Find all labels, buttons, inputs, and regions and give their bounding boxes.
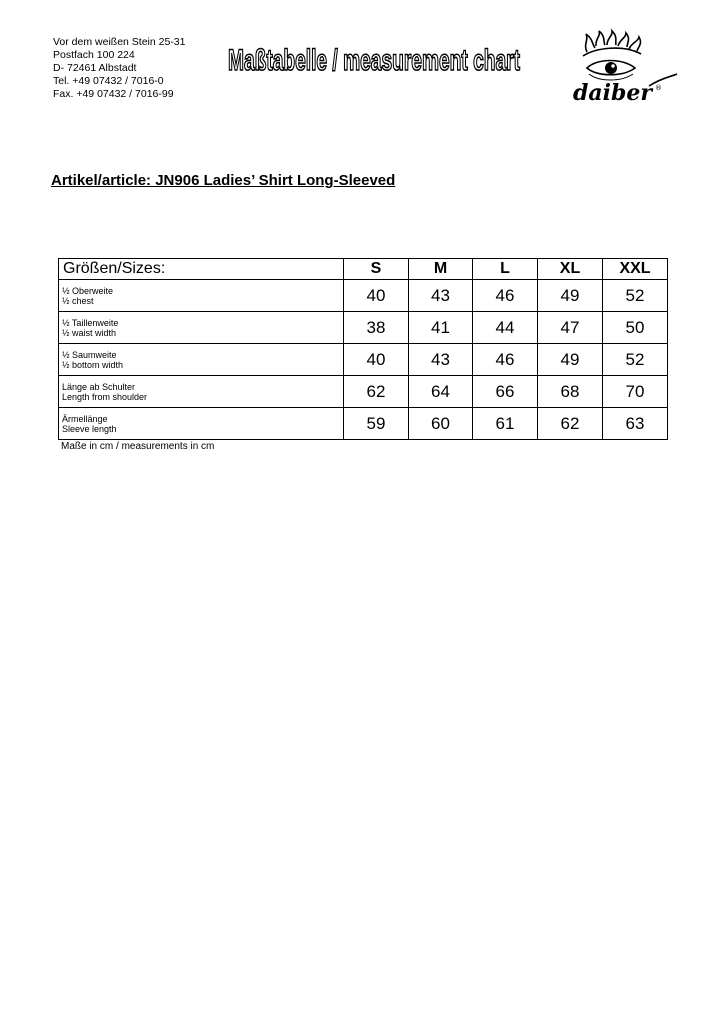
logo-wordmark: daiber <box>573 80 652 106</box>
row-label <box>59 408 344 440</box>
address-line: Vor dem weißen Stein 25-31 <box>53 36 186 48</box>
table-cell: 59 <box>344 408 409 440</box>
row-label-en: ½ bottom width <box>62 359 124 370</box>
size-header: M <box>409 259 473 280</box>
table-cell: 49 <box>538 280 603 312</box>
table-row <box>59 344 668 376</box>
table-row <box>59 312 668 344</box>
address-line: Postfach 100 224 <box>53 49 135 61</box>
table-cell: 49 <box>538 344 603 376</box>
table-header-row <box>59 259 668 280</box>
company-address <box>53 36 186 101</box>
table-cell: 43 <box>409 280 473 312</box>
units-footnote: Maße in cm / measurements in cm <box>61 441 215 452</box>
table-cell: 38 <box>344 312 409 344</box>
size-header: S <box>344 259 409 280</box>
document-title-graphic <box>226 34 522 80</box>
row-label-en: Sleeve length <box>62 423 117 434</box>
address-line: D- 72461 Albstadt <box>53 62 137 74</box>
row-label <box>59 376 344 408</box>
row-label-en: ½ chest <box>62 295 94 306</box>
size-header: L <box>473 259 538 280</box>
row-label-de: Länge ab Schulter <box>62 381 136 392</box>
article-heading: Artikel/article: JN906 Ladies’ Shirt Long-Sleeved <box>51 172 396 189</box>
registered-mark: ® <box>655 84 662 92</box>
table-cell: 52 <box>603 280 668 312</box>
table-cell: 68 <box>538 376 603 408</box>
address-line: Fax. +49 07432 / 7016-99 <box>53 88 174 100</box>
table-cell: 50 <box>603 312 668 344</box>
row-label-de: ½ Oberweite <box>62 285 114 296</box>
table-cell: 66 <box>473 376 538 408</box>
table-row <box>59 408 668 440</box>
table-cell: 40 <box>344 344 409 376</box>
daiber-logo <box>565 30 680 110</box>
table-cell: 62 <box>344 376 409 408</box>
document-title-text: Maßtabelle / measurement chart <box>228 44 521 77</box>
row-label-de: ½ Taillenweite <box>62 317 119 328</box>
row-label-de: ½ Saumweite <box>62 349 117 360</box>
flame-crown-icon <box>583 31 641 56</box>
row-label-en: Length from shoulder <box>62 391 148 402</box>
row-label <box>59 344 344 376</box>
table-cell: 47 <box>538 312 603 344</box>
row-label <box>59 280 344 312</box>
eye-icon <box>587 61 635 81</box>
row-label <box>59 312 344 344</box>
table-cell: 62 <box>538 408 603 440</box>
table-cell: 44 <box>473 312 538 344</box>
table-cell: 61 <box>473 408 538 440</box>
table-cell: 52 <box>603 344 668 376</box>
table-cell: 64 <box>409 376 473 408</box>
document-title <box>226 34 522 80</box>
table-cell: 43 <box>409 344 473 376</box>
table-cell: 60 <box>409 408 473 440</box>
table-cell: 70 <box>603 376 668 408</box>
row-label-de: Ärmellänge <box>62 413 108 424</box>
address-line: Tel. +49 07432 / 7016-0 <box>53 75 164 87</box>
row-label-en: ½ waist width <box>62 327 117 338</box>
table-cell: 46 <box>473 344 538 376</box>
table-cell: 46 <box>473 280 538 312</box>
table-cell: 40 <box>344 280 409 312</box>
table-cell: 63 <box>603 408 668 440</box>
logo-swash <box>649 74 677 86</box>
sizes-header-label: Größen/Sizes: <box>59 259 344 280</box>
table-row <box>59 280 668 312</box>
table-cell: 41 <box>409 312 473 344</box>
size-header: XXL <box>603 259 668 280</box>
table-row <box>59 376 668 408</box>
measurement-table <box>58 258 668 440</box>
size-header: XL <box>538 259 603 280</box>
